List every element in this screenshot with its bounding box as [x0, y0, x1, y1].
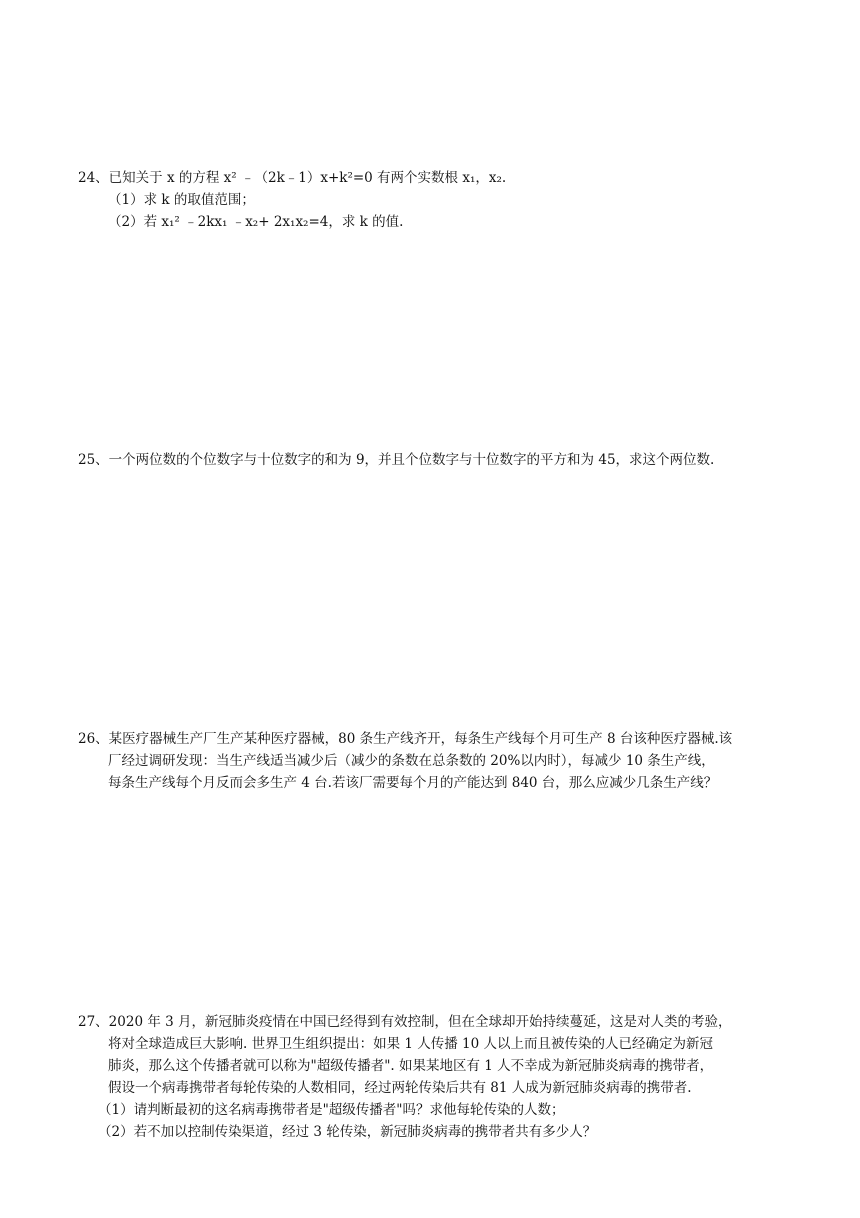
problem-27-part-1: （1）请判断最初的这名病毒携带者是"超级传播者"吗？求他每轮传染的人数；: [98, 1102, 565, 1118]
problem-24-line-1: 24、已知关于 x 的方程 x² ﹣（2k﹣1）x+k²=0 有两个实数根 x₁，x₂.: [78, 170, 507, 186]
problem-24: [78, 167, 793, 233]
problem-24-part-2: （2）若 x₁² ﹣2kx₁ ﹣x₂+ 2x₁x₂=4，求 k 的值.: [108, 214, 404, 230]
problem-25: [78, 449, 793, 471]
problem-26-line-3: 每条生产线每个月反而会多生产 4 台.若该厂需要每个月的产能达到 840 台，那么应减少几条生产线？: [108, 775, 718, 791]
problem-26-line-2: 厂经过调研发现：当生产线适当减少后（减少的条数在总条数的 20%以内时），每减少 10 条生产线，: [108, 753, 715, 769]
problem-26-line-1: 26、某医疗器械生产厂生产某种医疗器械，80 条生产线齐开，每条生产线每个月可生产 8 台该种医疗器械.该: [78, 731, 733, 747]
problem-25-line-1: 25、一个两位数的个位数字与十位数字的和为 9，并且个位数字与十位数字的平方和为 45，求这个两位数.: [78, 452, 715, 468]
problem-27-line-3: 肺炎，那么这个传播者就可以称为"超级传播者". 如果某地区有 1 人不幸成为新冠肺炎病毒的携带者，: [108, 1058, 714, 1074]
problem-27-line-4: 假设一个病毒携带者每轮传染的人数相同，经过两轮传染后共有 81 人成为新冠肺炎病毒的携带者.: [108, 1080, 692, 1096]
problem-27: [78, 1011, 793, 1143]
problem-27-line-2: 将对全球造成巨大影响. 世界卫生组织提出：如果 1 人传播 10 人以上而且被传染的人已经确定为新冠: [108, 1036, 714, 1052]
problem-27-line-1: 27、2020 年 3 月，新冠肺炎疫情在中国已经得到有效控制，但在全球却开始持续蔓延，这是对人类的考验，: [78, 1014, 732, 1030]
problem-26: [78, 728, 793, 794]
problem-24-part-1: （1）求 k 的取值范围；: [108, 192, 255, 208]
problem-27-part-2: （2）若不加以控制传染渠道，经过 3 轮传染，新冠肺炎病毒的携带者共有多少人？: [98, 1124, 597, 1140]
